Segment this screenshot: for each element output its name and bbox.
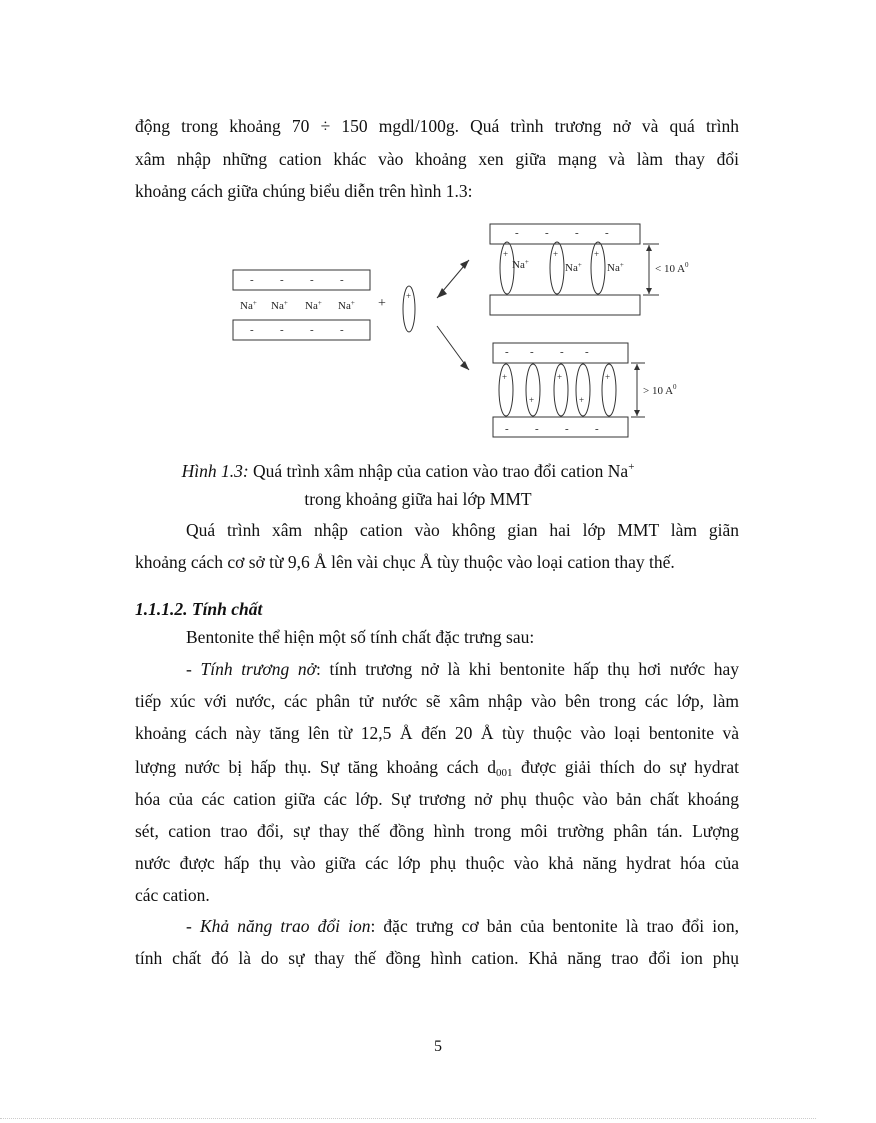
section-heading: 1.1.1.2. Tính chất [135,599,263,619]
cation-label: Na+ [512,258,529,271]
svg-text:-: - [340,324,344,336]
figure-caption: Hình 1.3: Quá trình xâm nhập của cation vào trao đổi cation Na+ [181,460,635,481]
cation-label: Na+ [240,299,257,312]
svg-text:+: + [557,372,563,382]
paragraph-line: Bentonite thể hiện một số tính chất đặc trưng sau: [186,627,535,647]
paragraph-line: xâm nhập những cation khác vào khoảng xen giữa mạng và làm thay đổi [135,149,739,169]
svg-text:-: - [575,227,579,239]
svg-text:-: - [560,346,564,358]
paragraph-line: sét, cation trao đổi, sự thay thế đồng hình trong môi trường phân tán. Lượng [135,821,739,841]
svg-text:-: - [340,274,344,286]
spacing-label-upper: < 10 $A^0$ [655,261,689,275]
cation-label: Na+ [271,299,288,312]
svg-text:+: + [594,249,600,259]
paragraph-line: các cation. [135,885,210,905]
mmt-layer-bottom-lower [493,417,628,437]
paragraph-line: khoảng cách này tăng lên từ 12,5 Å đến 20 Å tùy thuộc vào loại bentonite và [135,723,739,743]
svg-text:-: - [605,227,609,239]
svg-text:-: - [250,324,254,336]
figure-caption-line2: trong khoảng giữa hai lớp MMT [304,489,532,509]
svg-text:-: - [310,274,314,286]
paragraph-line: khoảng cách cơ sở từ 9,6 Å lên vài chục Å tùy thuộc vào loại cation thay thế. [135,552,675,572]
paragraph-line: tính chất đó là do sự thay thế đồng hình cation. Khả năng trao đổi ion phụ [135,948,739,968]
svg-text:-: - [585,346,589,358]
figure-cation-intercalation [225,220,689,442]
paragraph-line: nước được hấp thụ vào giữa các lớp phụ thuộc vào khả năng hydrat hóa của [135,853,739,873]
plus-sign: + [378,296,386,311]
caption-text: Quá trình xâm nhập của cation vào trao đổi cation Na [248,460,629,481]
svg-text:-: - [280,274,284,286]
paragraph-line: - Tính trương nở: tính trương nở là khi bentonite hấp thụ hơi nước hay [186,659,740,679]
svg-text:-: - [505,423,509,435]
svg-text:-: - [310,324,314,336]
page-number: 5 [434,1038,442,1055]
svg-text:-: - [545,227,549,239]
svg-text:-: - [505,346,509,358]
arrow-down-head [460,361,469,370]
paragraph-line: hóa của các cation giữa các lớp. Sự trương nở phụ thuộc vào bản chất khoáng [135,789,739,809]
cation-ellipse [526,364,540,416]
arrow-up-head [460,260,469,269]
paragraph-line: khoảng cách giữa chúng biểu diễn trên hình 1.3: [135,181,473,201]
spacing-label-lower: > 10 $A^0$ [643,383,677,397]
caption-label: Hình 1.3: [181,460,249,481]
cation-label: Na+ [607,261,624,274]
cation-label: Na+ [338,299,355,312]
cation-ellipse [576,364,590,416]
page-bottom-border [0,1118,816,1119]
paragraph-line: Quá trình xâm nhập cation vào không gian hai lớp MMT làm giãn [186,520,739,540]
svg-text:+: + [605,372,611,382]
svg-text:+: + [579,395,585,405]
svg-text:-: - [565,423,569,435]
svg-text:-: - [515,227,519,239]
svg-text:-: - [280,324,284,336]
mmt-layer-bottom-upper [490,295,640,315]
svg-text:-: - [595,423,599,435]
paragraph-line: động trong khoảng 70 ÷ 150 mgdl/100g. Quá trình trương nở và quá trình [135,116,739,136]
cation-label: Na+ [565,261,582,274]
svg-text:-: - [535,423,539,435]
term-swelling: Tính trương nở [200,659,316,679]
term-ion-exchange: Khả năng trao đổi ion [199,916,371,936]
svg-text:+: + [406,291,412,301]
svg-text:+: + [553,249,559,259]
paragraph-line: - Khả năng trao đổi ion: đặc trưng cơ bản của bentonite là trao đổi ion, [186,916,739,936]
svg-text:-: - [250,274,254,286]
svg-text:-: - [530,346,534,358]
mmt-layer-top-upper [490,224,640,244]
svg-text:+: + [502,372,508,382]
cation-label: Na+ [305,299,322,312]
svg-text:+: + [503,249,509,259]
svg-text:+: + [529,395,535,405]
paragraph-line: tiếp xúc với nước, các phân tử nước sẽ xâm nhập vào bên trong các lớp, làm [135,691,739,711]
paragraph-line: lượng nước bị hấp thụ. Sự tăng khoảng cách $d_{001}$ được giải thích do sự hydrat [135,757,740,779]
